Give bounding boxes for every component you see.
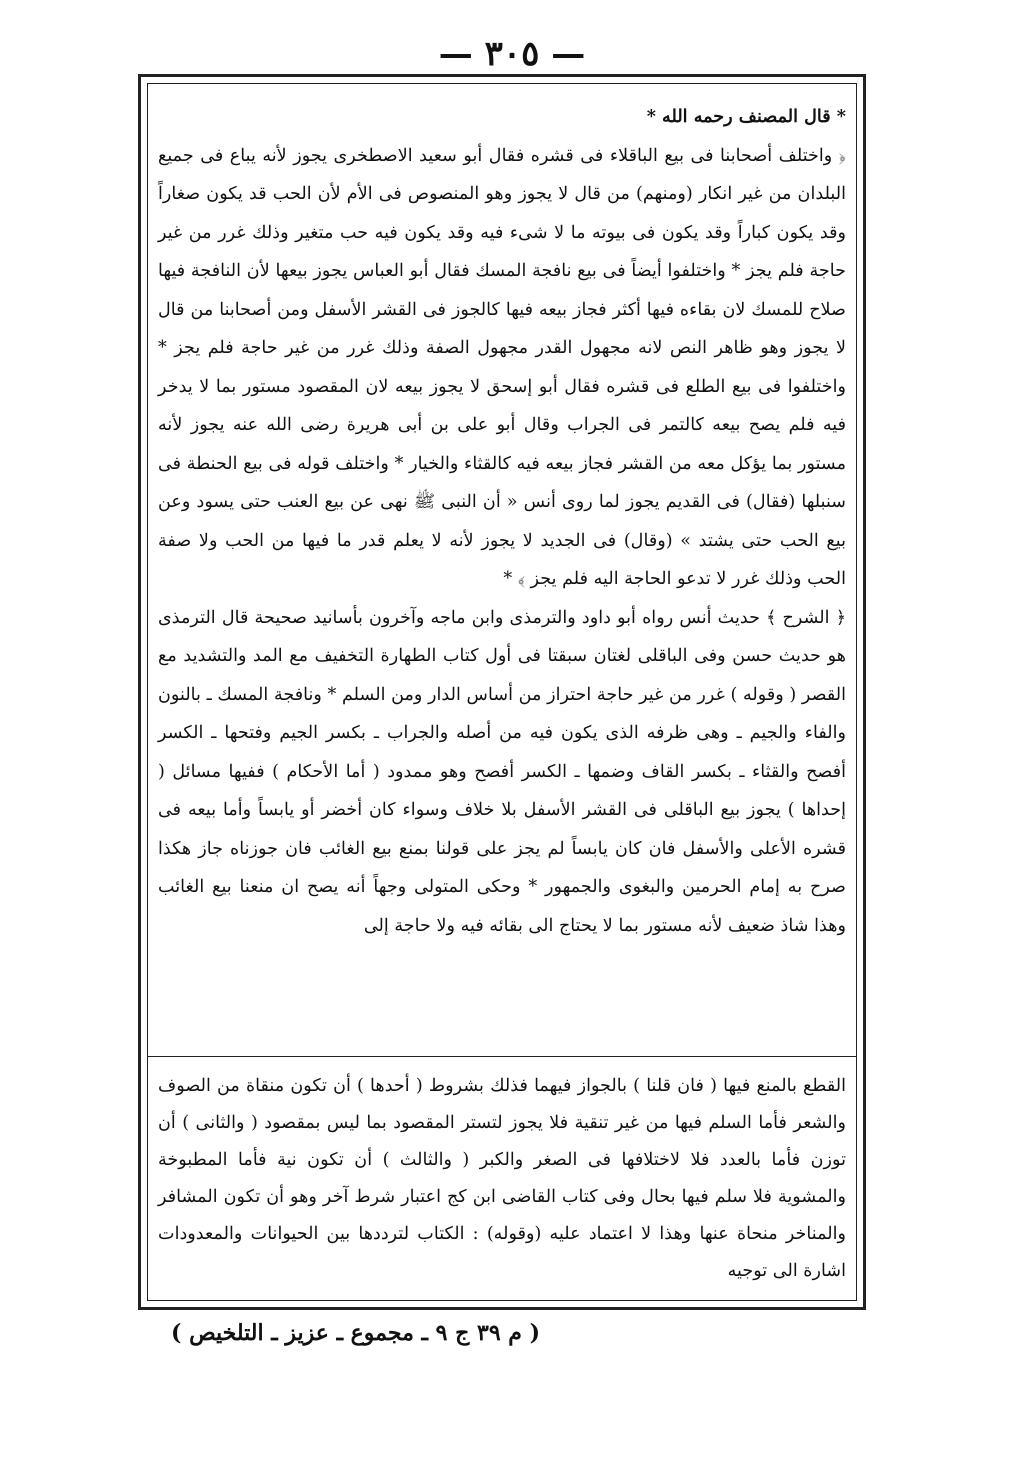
text-frame — [138, 74, 866, 1310]
commentary-paragraph: ﴿ الشرح ﴾ حديث أنس رواه أبو داود والترمذى وابن ماجه وآخرون بأسانيد صحيحة قال الترمذى هو حديث حسن وفى الباقلى لغتان سبقتا فى أول كتاب الطهارة التخفيف مع المد والتشديد مع القصر ( وقوله ) غرر من غير حاجة احتراز من أساس الدار ومن السلم * ونافجة المسك ـ بالنون والفاء والجيم ـ وهى ظرفه الذى يكون فيه من أصله والجراب ـ بكسر الجيم وفتحها ـ الكسر أفصح والقثاء ـ بكسر القاف وضمها ـ الكسر أفصح وهو ممدود ( أما الأحكام ) ففيها مسائل ( إحداها ) يجوز بيع الباقلى فى القشر الأسفل بلا خلاف وسواء كان أخضر أو يابساً وأما بيعه فى قشره الأعلى والأسفل فان كان يابساً لم يجز على قولنا بمنع بيع الغائب فان جوزناه جاز هكذا صرح به إمام الحرمين والبغوى والجمهور * وحكى المتولى وجهاً أنه يصح ان منعنا بيع الغائب وهذا شاذ ضعيف لأنه مستور بما لا يحتاج الى بقائه فيه ولا حاجة إلى — [158, 607, 846, 936]
footnote-paragraph: القطع بالمنع فيها ( فان قلنا ) بالجواز فيهما فذلك بشروط ( أحدها ) أن تكون منقاة من الصوف والشعر فأما السلم فيها من غير تنقية فلا يجوز لتستر المقصود بما ليس بمقصود ( والثانى ) أن توزن فأما بالعدد فلا لاختلافها فى الصغر والكبر ( والثالث ) أن تكون نية فأما المطبوخة والمشوية فلا سلم فيها بحال وفى كتاب القاضى ابن كج اعتبار شرط آخر وهو أن تكون المشافر والمناخر منحاة عنها وهذا لا اعتماد عليه (وقوله) : الكتاب لترددها بين الحيوانات والمعدودات اشارة الى توجيه — [158, 1076, 846, 1281]
footnote-text — [158, 1068, 846, 1298]
section-heading: * قال المصنف رحمه الله * — [646, 106, 846, 127]
matn-paragraph: ﴿ واختلف أصحابنا فى بيع الباقلاء فى قشره فقال أبو سعيد الاصطخرى يجوز لأنه يباع فى جميع البلدان من غير انكار (ومنهم) من قال لا يجوز وهو المنصوص فى الأم لأن الحب قد يكون صغاراً وقد يكون كباراً وقد يكون فى بيوته ما لا شىء فيه وقد يكون فيه حب متغير وذلك غرر من غير حاجة فلم يجز * واختلفوا أيضاً فى بيع نافجة المسك فقال أبو العباس يجوز بيعها لأن النافجة فيها صلاح للمسك لان بقاءه فيها أكثر فجاز بيعه فيها كالجوز فى القشر الأسفل ومن أصحابنا من قال لا يجوز وهو ظاهر النص لانه مجهول القدر مجهول الصفة وذلك غرر من غير حاجة فلم يجز * واختلفوا فى بيع الطلع فى قشره فقال أبو إسحق لا يجوز بيعه لان المقصود مستور بما لا يدخر فيه فلم يصح بيعه كالتمر فى الجراب وقال أبو على بن أبى هريرة رضى الله عنه يجوز لأنه مستور بما يؤكل معه من القشر فجاز بيعه فيه كالقثاء والخيار * واختلف قوله فى بيع الحنطة فى سنبلها (فقال) فى القديم يجوز لما روى أنس « أن النبى ﷺ نهى عن بيع العنب حتى يسود وعن بيع الحب حتى يشتد » (وقال) فى الجديد لا يجوز لأنه لا يعلم قدر ما فيها من الحب ولا صفة الحب وذلك غرر لا تدعو الحاجة اليه فلم يجز ﴾ * — [158, 145, 846, 589]
printer-signature: ( م ٣٩ ج ٩ ـ مجموع ـ عزيز ـ التلخيص ) — [171, 1320, 540, 1346]
footnote-divider — [148, 1056, 856, 1057]
text-frame-inner — [147, 83, 857, 1301]
page-number: — ٣٠٥ — — [438, 34, 586, 74]
main-text — [158, 98, 846, 1052]
